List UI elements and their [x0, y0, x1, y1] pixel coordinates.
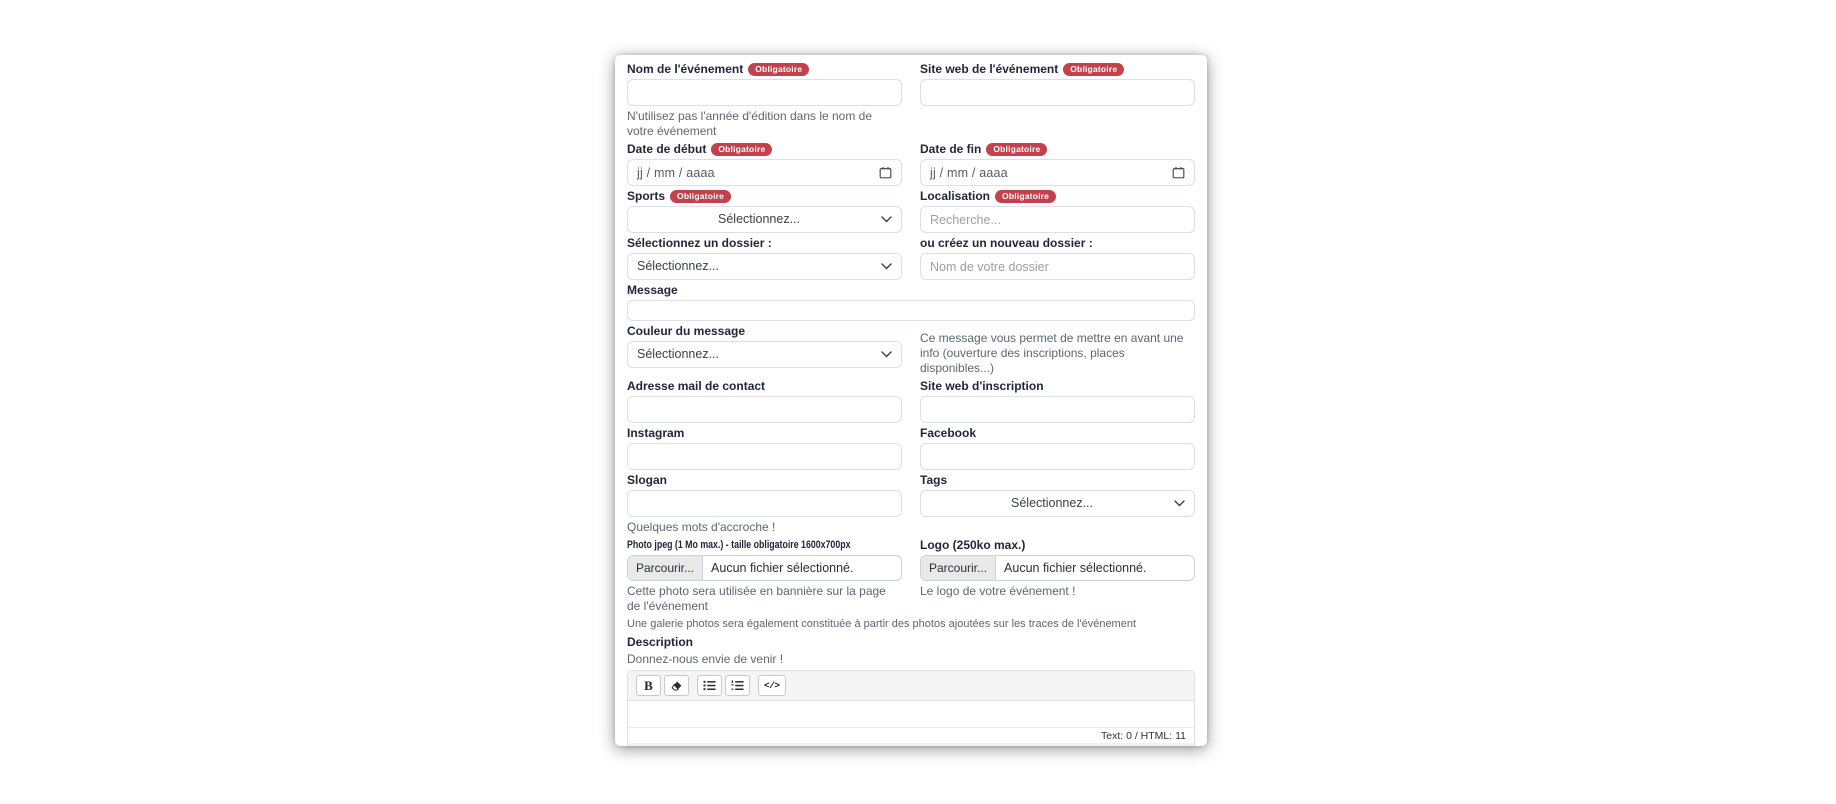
- contact-email-label: Adresse mail de contact: [627, 379, 766, 393]
- description-help: Donnez-nous envie de venir !: [627, 652, 784, 666]
- end-date-input[interactable]: jj / mm / aaaa: [920, 159, 1195, 186]
- eraser-icon: [670, 680, 683, 692]
- slogan-input[interactable]: [627, 490, 902, 517]
- unordered-list-icon: [703, 680, 716, 691]
- unordered-list-button[interactable]: [697, 675, 722, 696]
- row-slogan-tags: [627, 473, 1195, 535]
- browse-button[interactable]: Parcourir...: [921, 556, 996, 580]
- field-registration-site: [920, 379, 1195, 423]
- field-facebook: [920, 426, 1195, 470]
- editor-statusbar: [628, 727, 1194, 743]
- field-end-date: [920, 142, 1195, 186]
- message-help-col: [920, 324, 1195, 376]
- sports-select[interactable]: Sélectionnez...: [627, 206, 902, 233]
- field-folder-new: [920, 236, 1195, 280]
- registration-site-label: Site web d'inscription: [920, 379, 1044, 393]
- end-date-label: Date de fin Obligatoire: [920, 142, 1195, 157]
- event-form-card: [615, 55, 1207, 746]
- start-date-label: Date de début Obligatoire: [627, 142, 902, 157]
- calendar-icon[interactable]: [879, 166, 892, 179]
- field-start-date: [627, 142, 902, 186]
- description-editor: [627, 670, 1195, 746]
- instagram-label: Instagram: [627, 426, 685, 440]
- field-location: [920, 189, 1195, 233]
- chevron-down-icon: [881, 351, 892, 358]
- folder-select[interactable]: Sélectionnez...: [627, 253, 902, 280]
- row-name-website: [627, 62, 1195, 139]
- folder-select-label: Sélectionnez un dossier :: [627, 236, 772, 250]
- list-button-group: [697, 675, 750, 696]
- row-files: [627, 538, 1195, 614]
- required-badge: Obligatoire: [711, 143, 772, 157]
- file-status-text: Aucun fichier sélectionné.: [1004, 561, 1147, 575]
- style-button-group: [636, 675, 689, 696]
- start-date-input[interactable]: jj / mm / aaaa: [627, 159, 902, 186]
- chevron-down-icon: [881, 263, 892, 270]
- editor-resize-bar[interactable]: [628, 743, 1194, 746]
- row-social: [627, 426, 1195, 470]
- message-color-label: Couleur du message: [627, 324, 746, 338]
- editor-content[interactable]: [628, 701, 1194, 727]
- row-folder: [627, 236, 1195, 280]
- field-photo: [627, 538, 902, 614]
- sports-label: Sports Obligatoire: [627, 189, 902, 204]
- bold-button[interactable]: B: [636, 675, 661, 696]
- editor-toolbar: [628, 671, 1194, 701]
- row-contact: [627, 379, 1195, 423]
- code-button-group: [758, 675, 786, 696]
- field-slogan: [627, 473, 902, 535]
- message-help: Ce message vous permet de mettre en avant une info (ouverture des inscriptions, places disponibles...): [920, 331, 1184, 375]
- gallery-note: Une galerie photos sera également constituée à partir des photos ajoutées sur les traces de l'événement: [627, 618, 1137, 630]
- event-name-help: N'utilisez pas l'année d'édition dans le nom de votre événement: [627, 109, 873, 138]
- event-name-label: Nom de l'événement Obligatoire: [627, 62, 902, 77]
- field-event-name: [627, 62, 902, 139]
- chevron-down-icon: [1174, 500, 1185, 507]
- field-sports: [627, 189, 902, 233]
- required-badge: Obligatoire: [1063, 63, 1124, 77]
- ordered-list-button[interactable]: [725, 675, 750, 696]
- file-status-text: Aucun fichier sélectionné.: [711, 561, 854, 575]
- field-message: [627, 283, 1195, 321]
- required-badge: Obligatoire: [670, 190, 731, 204]
- event-website-label: Site web de l'événement Obligatoire: [920, 62, 1195, 77]
- clear-format-button[interactable]: [664, 675, 689, 696]
- chevron-down-icon: [881, 216, 892, 223]
- row-sports-location: [627, 189, 1195, 233]
- event-website-input[interactable]: [920, 79, 1195, 106]
- field-instagram: [627, 426, 902, 470]
- logo-help: Le logo de votre événement !: [920, 584, 1076, 598]
- folder-new-label: ou créez un nouveau dossier :: [920, 236, 1093, 250]
- field-logo: [920, 538, 1195, 614]
- instagram-input[interactable]: [627, 443, 902, 470]
- code-view-button[interactable]: </>: [758, 675, 786, 696]
- photo-file-input[interactable]: [627, 555, 902, 581]
- field-tags: [920, 473, 1195, 535]
- field-description: [627, 635, 1195, 746]
- event-name-input[interactable]: [627, 79, 902, 106]
- row-message: [627, 283, 1195, 321]
- folder-name-input[interactable]: [920, 253, 1195, 280]
- field-message-color: [627, 324, 902, 376]
- ordered-list-icon: [731, 680, 744, 691]
- facebook-input[interactable]: [920, 443, 1195, 470]
- required-badge: Obligatoire: [995, 190, 1056, 204]
- calendar-icon[interactable]: [1172, 166, 1185, 179]
- row-dates: [627, 142, 1195, 186]
- field-event-website: [920, 62, 1195, 139]
- required-badge: Obligatoire: [748, 63, 809, 77]
- registration-site-input[interactable]: [920, 396, 1195, 423]
- photo-label: Photo jpeg (1 Mo max.) - taille obligatoire 1600x700px: [627, 539, 851, 551]
- browse-button[interactable]: Parcourir...: [628, 556, 703, 580]
- description-label: Description: [627, 635, 694, 649]
- logo-label: Logo (250ko max.): [920, 538, 1026, 552]
- location-search-input[interactable]: [920, 206, 1195, 233]
- required-badge: Obligatoire: [986, 143, 1047, 157]
- message-label: Message: [627, 283, 678, 297]
- resize-grip-icon[interactable]: [893, 746, 929, 747]
- contact-email-input[interactable]: [627, 396, 902, 423]
- editor-status-text: Text: 0 / HTML: 11: [1101, 729, 1186, 742]
- field-contact-email: [627, 379, 902, 423]
- logo-file-input[interactable]: [920, 555, 1195, 581]
- slogan-label: Slogan: [627, 473, 668, 487]
- row-message-color: [627, 324, 1195, 376]
- message-color-select[interactable]: Sélectionnez...: [627, 341, 902, 368]
- location-label: Localisation Obligatoire: [920, 189, 1195, 204]
- facebook-label: Facebook: [920, 426, 977, 440]
- tags-select[interactable]: Sélectionnez...: [920, 490, 1195, 517]
- photo-help: Cette photo sera utilisée en bannière sur la page de l'événement: [627, 584, 886, 613]
- slogan-help: Quelques mots d'accroche !: [627, 520, 776, 534]
- field-folder-select: [627, 236, 902, 280]
- tags-label: Tags: [920, 473, 948, 487]
- message-input[interactable]: [627, 300, 1195, 321]
